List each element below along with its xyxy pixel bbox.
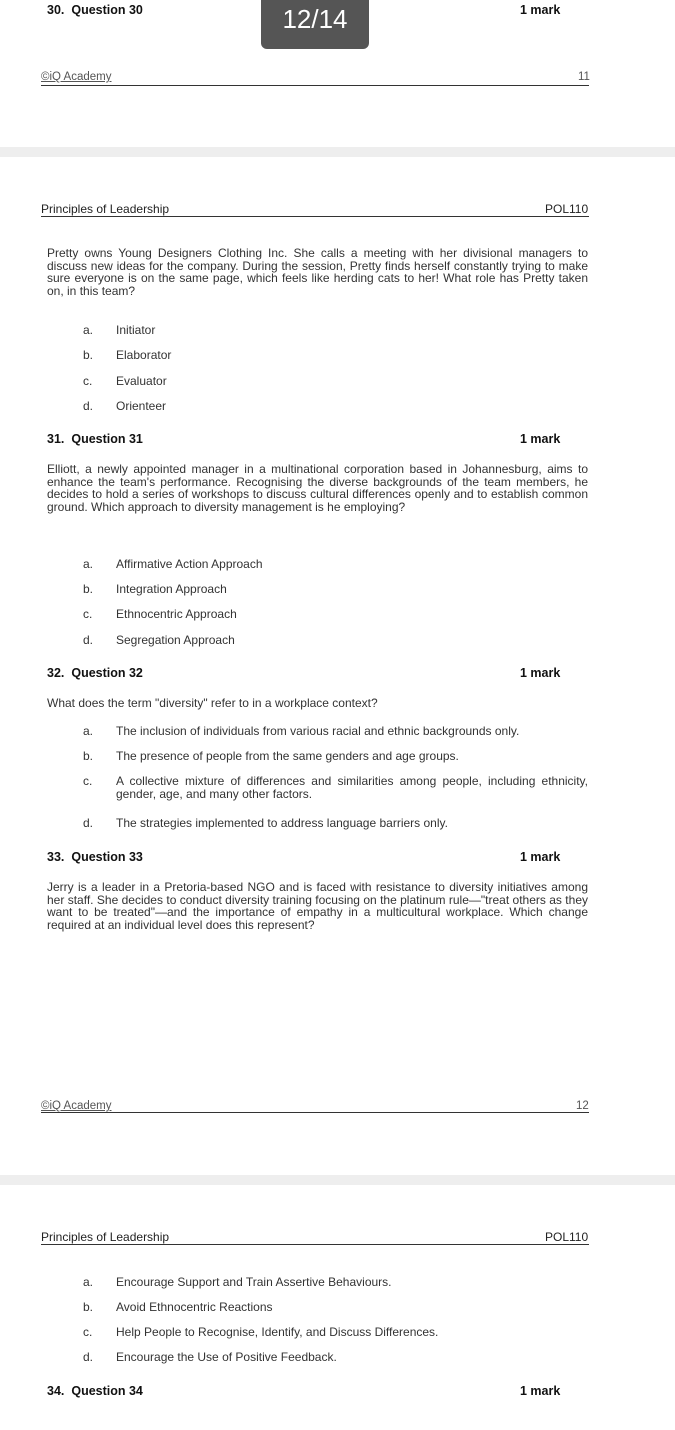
header-title: Principles of Leadership	[41, 1230, 170, 1244]
footer-rule	[41, 1112, 589, 1113]
question-31-marks: 1 mark	[520, 432, 561, 446]
question-31-text: Elliott, a newly appointed manager in a multinational corporation based in Johannesburg, aims to enhance the team's performance. Recognising the diverse backgrounds of the team members, he decides to hold a series of workshops to discuss cultural differences openly and to establish common ground. Which approach to diversity management is he employing?	[47, 462, 588, 514]
question-34-heading: 34. Question 34	[47, 1384, 143, 1398]
header-rule	[41, 1244, 589, 1245]
header-course-code: POL110	[545, 1230, 589, 1244]
footer-page-number: 11	[578, 71, 590, 83]
footer-brand: ©iQ Academy	[41, 1100, 112, 1112]
question-32-text: What does the term "diversity" refer to in a workplace context?	[47, 696, 378, 710]
question-label: Question 30	[71, 3, 143, 17]
page-13: Principles of Leadership POL110 a. Encourage Support and Train Assertive Behaviours. b. Avoid Ethnocentric Reactions c. Help People to Recognise, Identify, and Discuss Differences. d. Encourage the Use of Positive Feedback. 34. Question 34 1 mark	[0, 1185, 675, 1430]
question-34-marks: 1 mark	[520, 1384, 561, 1398]
question-31-heading: 31. Question 31	[47, 432, 143, 446]
question-30-heading	[47, 3, 143, 17]
header-course-code: POL110	[545, 202, 589, 216]
header-title: Principles of Leadership	[41, 202, 170, 216]
question-33-heading: 33. Question 33	[47, 850, 143, 864]
page-12: Principles of Leadership POL110 Pretty owns Young Designers Clothing Inc. She calls a meeting with her divisional managers to discuss new ideas for the company. During the session, Pretty finds herself constantly trying to make sure everyone is on the same page, which feels like herding cats to her! What role has Pretty taken on, in this team? a. Initiator b. Elaborator c. Evaluator d. Orienteer 31. Question 31 1 mark Elliott, a newly appointed manager in a multinational corporation based in Johannesburg, aims to enhance the team's performance. Recognising the diverse backgrounds of the team members, he decides to hold a series of workshops to discuss cultural differences openly and to establish common ground. Which approach to diversity management is he employing? a. Affirmative Action Approach b. Integration Approach c. Ethnocentric Approach d. Segregation Approach 32. Question 32 1 mark What does the term "diversity" refer to in a workplace context? a. The inclusion of individuals from various racial and ethnic backgrounds only. b. The presence of people from the same genders and age groups. c. A collective mixture of differences and similarities among people, including ethnicity, gender, age, and many other factors. d. The strategies implemented to address language barriers only. 33. Question 33 1 mark Jerry is a leader in a Pretoria-based NGO and is faced with resistance to diversity initiatives among her staff. She decides to conduct diversity training focusing on the platinum rule—"treat others as they want to be treated"—and the importance of empathy in a multicultural workplace. Which change required at an individual level does this represent? ©iQ Academy 12	[0, 157, 675, 1175]
question-number: 30.	[47, 3, 65, 17]
page-counter-badge: 12/14	[261, 0, 369, 49]
header-rule	[41, 216, 589, 217]
question-33-marks: 1 mark	[520, 850, 561, 864]
question-33-text: Jerry is a leader in a Pretoria-based NGO and is faced with resistance to diversity initiatives among her staff. She decides to conduct diversity training focusing on the platinum rule—"treat others as they want to be treated"—and the importance of empathy in a multicultural workplace. Which change required at an individual level does this represent?	[47, 880, 588, 932]
footer-rule	[41, 85, 589, 86]
question-32-heading: 32. Question 32	[47, 666, 143, 680]
footer-page-number: 12	[576, 1100, 589, 1112]
question-marks: 1 mark	[520, 3, 561, 17]
question-32-marks: 1 mark	[520, 666, 561, 680]
question-30-text: Pretty owns Young Designers Clothing Inc. She calls a meeting with her divisional managers to discuss new ideas for the company. During the session, Pretty finds herself constantly trying to make sure everyone is on the same page, which feels like herding cats to her! What role has Pretty taken on, in this team?	[47, 246, 588, 298]
footer-brand: ©iQ Academy	[41, 71, 112, 83]
